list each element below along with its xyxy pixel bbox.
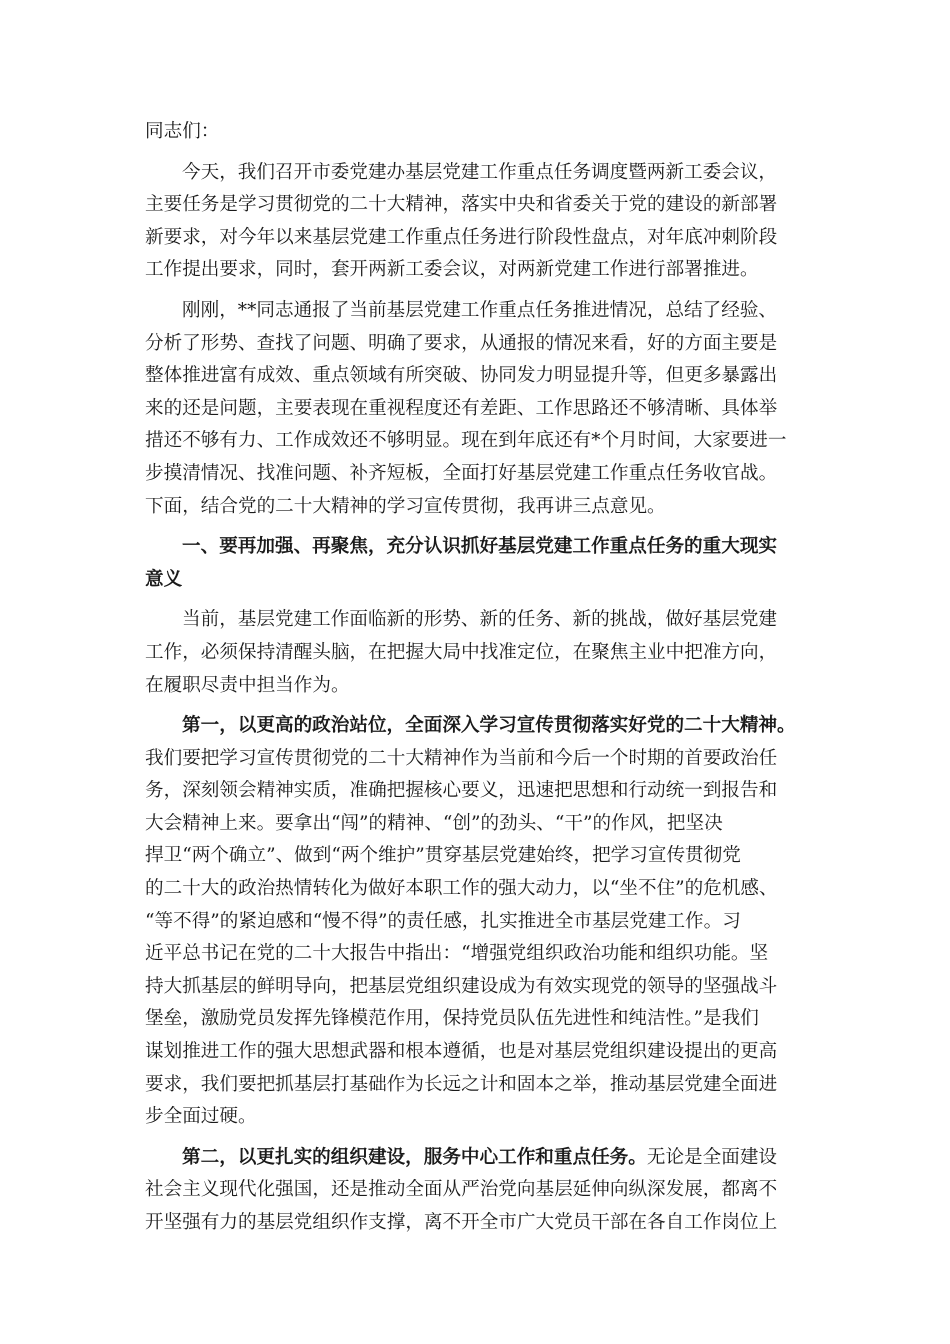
paragraph-line: 今天，我们召开市委党建办基层党建工作重点任务调度暨两新工委会议， bbox=[182, 161, 778, 183]
heading-line: 一、要再加强、再聚焦，充分认识抓好基层党建工作重点任务的重大现实 bbox=[182, 536, 778, 558]
document-body bbox=[145, 116, 813, 1240]
spacer bbox=[145, 149, 813, 157]
spacer bbox=[145, 523, 813, 531]
paragraph-line: 近平总书记在党的二十大报告中指出：“增强党组织政治功能和组织功能。坚 bbox=[145, 943, 769, 965]
point-lead-tail: 无论是全面建设 bbox=[646, 1146, 778, 1168]
heading-line: 意义 bbox=[145, 568, 183, 590]
paragraph-line: 工作，必须保持清醒头脑，在把握大局中找准定位，在聚焦主业中把准方向， bbox=[145, 641, 778, 663]
paragraph-line: 的二十大的政治热情转化为做好本职工作的强大动力，以“坐不住”的危机感、 bbox=[145, 878, 778, 900]
paragraph-line: 步摸清情况、找准问题、补齐短板，全面打好基层党建工作重点任务收官战。 bbox=[145, 462, 778, 484]
paragraph-line: 社会主义现代化强国，还是推动全面从严治党向基层延伸向纵深发展，都离不 bbox=[145, 1179, 778, 1201]
paragraph-line: 下面，结合党的二十大精神的学习宣传贯彻，我再讲三点意见。 bbox=[145, 495, 666, 517]
paragraph-line: 分析了形势、查找了问题、明确了要求，从通报的情况来看，好的方面主要是 bbox=[145, 332, 778, 354]
spacer bbox=[145, 1134, 813, 1142]
paragraph-line: 新要求，对今年以来基层党建工作重点任务进行阶段性盘点，对年底冲刺阶段 bbox=[145, 226, 778, 248]
paragraph-line: 开坚强有力的基层党组织作支撑，离不开全市广大党员干部在各自工作岗位上 bbox=[145, 1212, 778, 1233]
paragraph-line: 步全面过硬。 bbox=[145, 1106, 257, 1128]
point-lead: 第一，以更高的政治站位，全面深入学习宣传贯彻落实好党的二十大精神。 bbox=[182, 715, 796, 737]
section-heading-1 bbox=[145, 531, 813, 596]
paragraph-line: 堡垒，激励党员发挥先锋模范作用，保持党员队伍先进性和纯洁性。”是我们 bbox=[145, 1008, 759, 1030]
paragraph-line: 来的还是问题，主要表现在重视程度还有差距、工作思路还不够清晰、具体举 bbox=[145, 397, 778, 419]
paragraph-line: 持大抓基层的鲜明导向，把基层党组织建设成为有效实现党的领导的坚强战斗 bbox=[145, 975, 778, 997]
point-lead-line bbox=[145, 1142, 813, 1175]
paragraph-point-one bbox=[145, 710, 813, 1134]
paragraph-context bbox=[145, 604, 813, 702]
paragraph-line: 大会精神上来。要拿出“闯”的精神、“创”的劲头、“干”的作风，把坚决 bbox=[145, 812, 723, 834]
paragraph-line: 整体推进富有成效、重点领域有所突破、协同发力明显提升等，但更多暴露出 bbox=[145, 365, 778, 387]
spacer bbox=[145, 596, 813, 604]
spacer bbox=[145, 287, 813, 295]
paragraph-line: “等不得”的紧迫感和“慢不得”的责任感，扎实推进全市基层党建工作。习 bbox=[145, 910, 741, 932]
paragraph-line: 在履职尽责中担当作为。 bbox=[145, 674, 350, 696]
paragraph-line: 务，深刻领会精神实质，准确把握核心要义，迅速把思想和行动统一到报告和 bbox=[145, 780, 778, 802]
paragraph-review bbox=[145, 295, 813, 523]
paragraph-line: 捍卫“两个确立”、做到“两个维护”贯穿基层党建始终，把学习宣传贯彻党 bbox=[145, 845, 741, 867]
salutation bbox=[145, 116, 813, 149]
paragraph-opening bbox=[145, 157, 813, 287]
paragraph-line: 要求，我们要把抓基层打基础作为长远之计和固本之举，推动基层党建全面进 bbox=[145, 1073, 778, 1095]
paragraph-line: 措还不够有力、工作成效还不够明显。现在到年底还有*个月时间，大家要进一 bbox=[145, 430, 787, 452]
paragraph-line: 工作提出要求，同时，套开两新工委会议，对两新党建工作进行部署推进。 bbox=[145, 259, 759, 281]
spacer bbox=[145, 702, 813, 710]
paragraph-line: 刚刚，**同志通报了当前基层党建工作重点任务推进情况，总结了经验、 bbox=[182, 299, 778, 321]
paragraph-line: 当前，基层党建工作面临新的形势、新的任务、新的挑战，做好基层党建 bbox=[182, 609, 778, 631]
paragraph-point-two bbox=[145, 1142, 813, 1240]
paragraph-line: 我们要把学习宣传贯彻党的二十大精神作为当前和今后一个时期的首要政治任 bbox=[145, 747, 778, 769]
salutation-text: 同志们： bbox=[145, 121, 220, 142]
paragraph-line: 主要任务是学习贯彻党的二十大精神，落实中央和省委关于党的建设的新部署 bbox=[145, 194, 778, 216]
point-lead: 第二，以更扎实的组织建设，服务中心工作和重点任务。 bbox=[182, 1146, 647, 1168]
paragraph-line: 谋划推进工作的强大思想武器和根本遵循，也是对基层党组织建设提出的更高 bbox=[145, 1041, 778, 1063]
